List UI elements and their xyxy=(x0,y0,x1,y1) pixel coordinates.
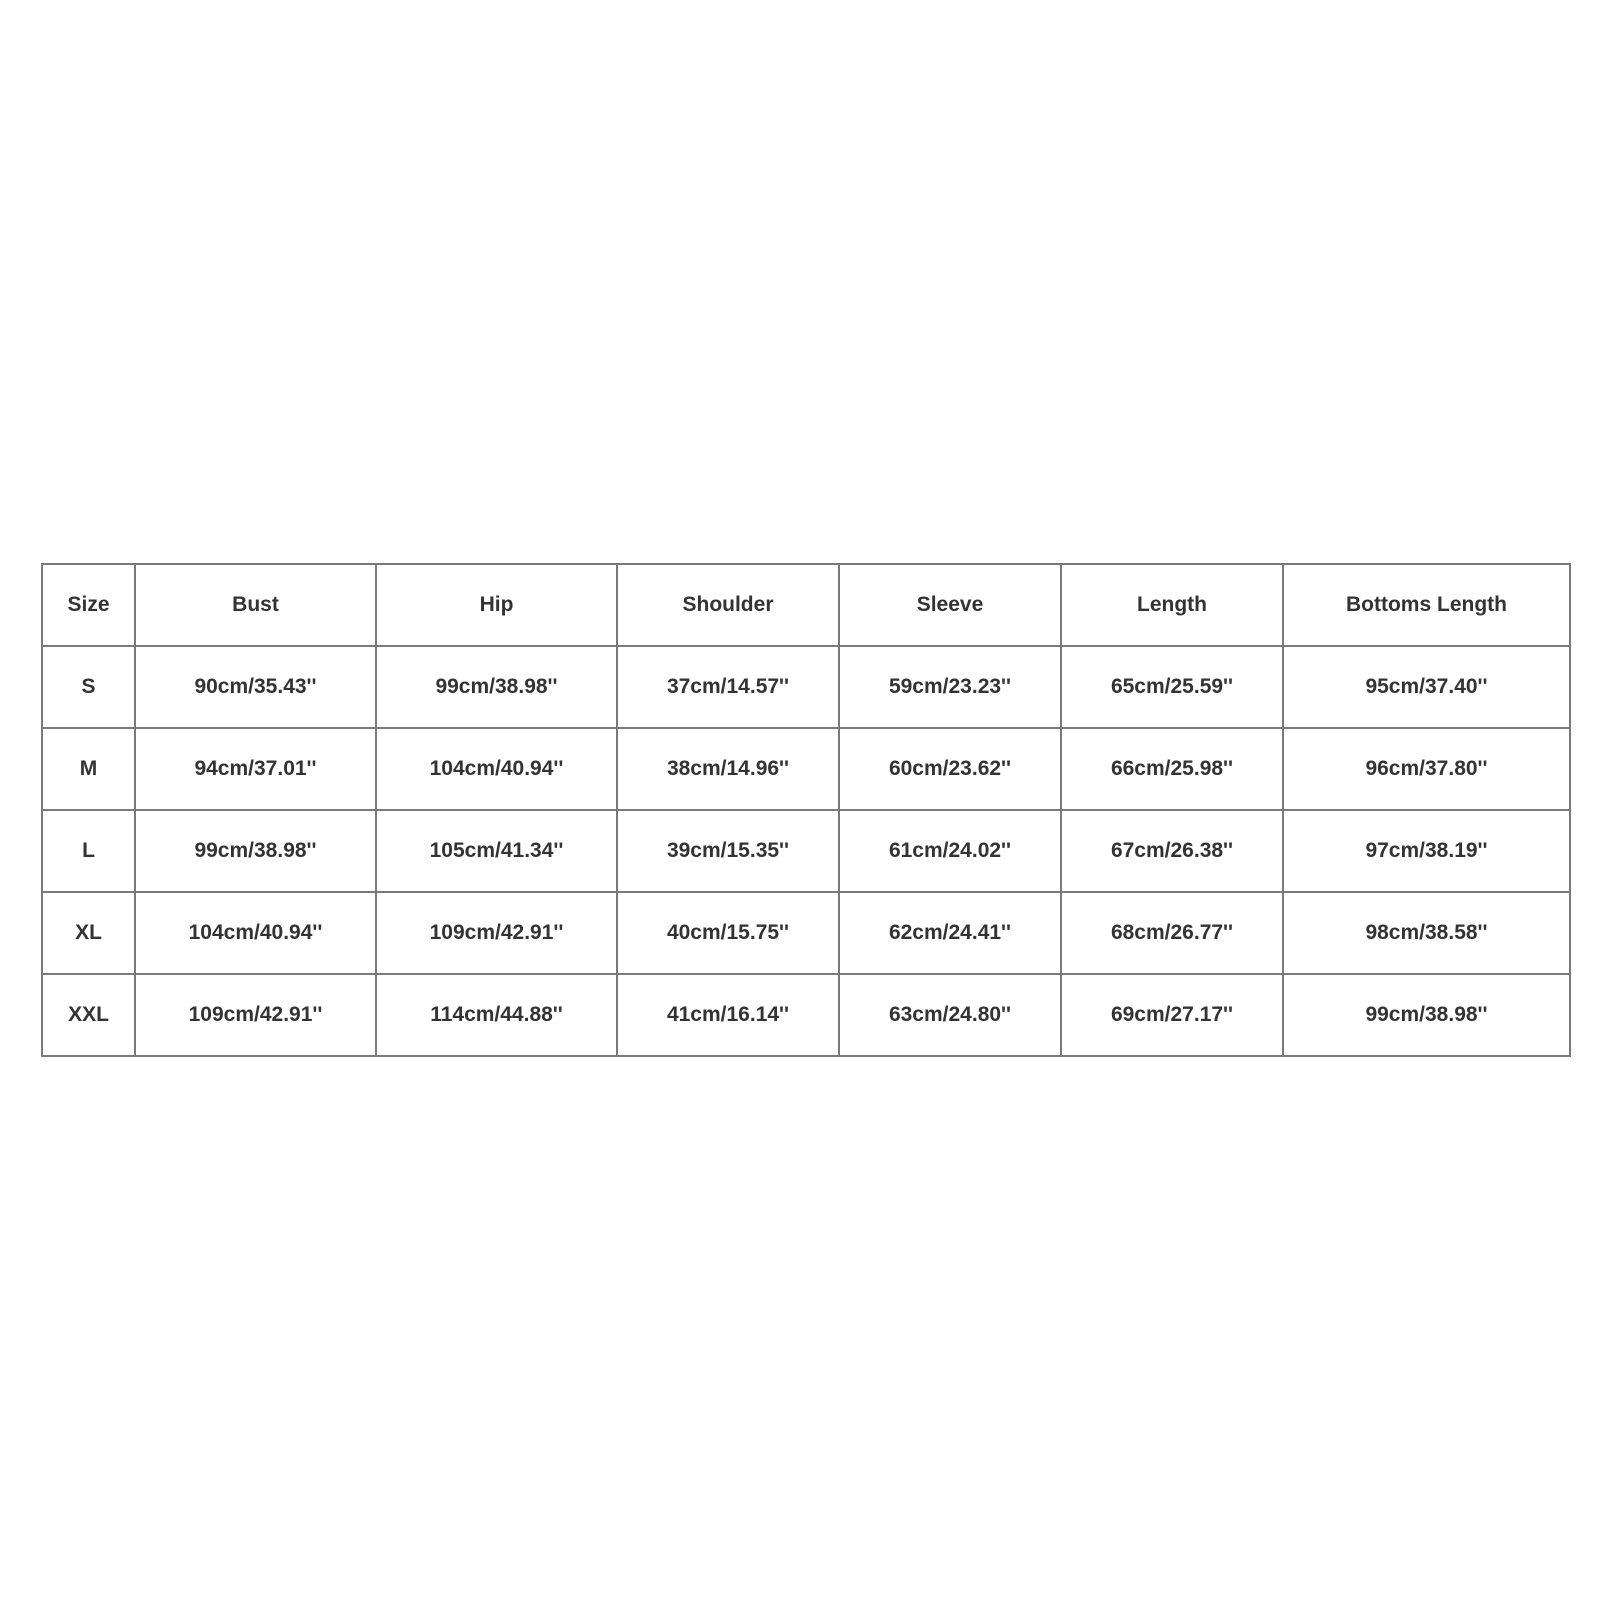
length-cell: 65cm/25.59'' xyxy=(1061,646,1283,728)
header-sleeve: Sleeve xyxy=(839,564,1061,646)
header-bottoms-length: Bottoms Length xyxy=(1283,564,1570,646)
length-cell: 68cm/26.77'' xyxy=(1061,892,1283,974)
header-size: Size xyxy=(42,564,135,646)
table-row xyxy=(42,646,1570,728)
bust-cell: 99cm/38.98'' xyxy=(135,810,376,892)
shoulder-cell: 41cm/16.14'' xyxy=(617,974,839,1056)
size-cell: S xyxy=(42,646,135,728)
header-shoulder: Shoulder xyxy=(617,564,839,646)
shoulder-cell: 39cm/15.35'' xyxy=(617,810,839,892)
shoulder-cell: 37cm/14.57'' xyxy=(617,646,839,728)
bust-cell: 104cm/40.94'' xyxy=(135,892,376,974)
length-cell: 69cm/27.17'' xyxy=(1061,974,1283,1056)
bust-cell: 94cm/37.01'' xyxy=(135,728,376,810)
header-length: Length xyxy=(1061,564,1283,646)
bottoms-length-cell: 95cm/37.40'' xyxy=(1283,646,1570,728)
size-cell: XXL xyxy=(42,974,135,1056)
header-row xyxy=(42,564,1570,646)
header-hip: Hip xyxy=(376,564,617,646)
size-cell: M xyxy=(42,728,135,810)
table-row xyxy=(42,810,1570,892)
hip-cell: 104cm/40.94'' xyxy=(376,728,617,810)
sleeve-cell: 60cm/23.62'' xyxy=(839,728,1061,810)
table-row xyxy=(42,728,1570,810)
sleeve-cell: 62cm/24.41'' xyxy=(839,892,1061,974)
size-chart-table xyxy=(41,563,1571,1057)
hip-cell: 114cm/44.88'' xyxy=(376,974,617,1056)
shoulder-cell: 40cm/15.75'' xyxy=(617,892,839,974)
length-cell: 67cm/26.38'' xyxy=(1061,810,1283,892)
bottoms-length-cell: 99cm/38.98'' xyxy=(1283,974,1570,1056)
hip-cell: 109cm/42.91'' xyxy=(376,892,617,974)
size-cell: L xyxy=(42,810,135,892)
bust-cell: 109cm/42.91'' xyxy=(135,974,376,1056)
sleeve-cell: 59cm/23.23'' xyxy=(839,646,1061,728)
bust-cell: 90cm/35.43'' xyxy=(135,646,376,728)
bottoms-length-cell: 98cm/38.58'' xyxy=(1283,892,1570,974)
header-bust: Bust xyxy=(135,564,376,646)
size-cell: XL xyxy=(42,892,135,974)
table-row xyxy=(42,974,1570,1056)
hip-cell: 99cm/38.98'' xyxy=(376,646,617,728)
length-cell: 66cm/25.98'' xyxy=(1061,728,1283,810)
table-row xyxy=(42,892,1570,974)
bottoms-length-cell: 97cm/38.19'' xyxy=(1283,810,1570,892)
shoulder-cell: 38cm/14.96'' xyxy=(617,728,839,810)
sleeve-cell: 63cm/24.80'' xyxy=(839,974,1061,1056)
hip-cell: 105cm/41.34'' xyxy=(376,810,617,892)
bottoms-length-cell: 96cm/37.80'' xyxy=(1283,728,1570,810)
sleeve-cell: 61cm/24.02'' xyxy=(839,810,1061,892)
